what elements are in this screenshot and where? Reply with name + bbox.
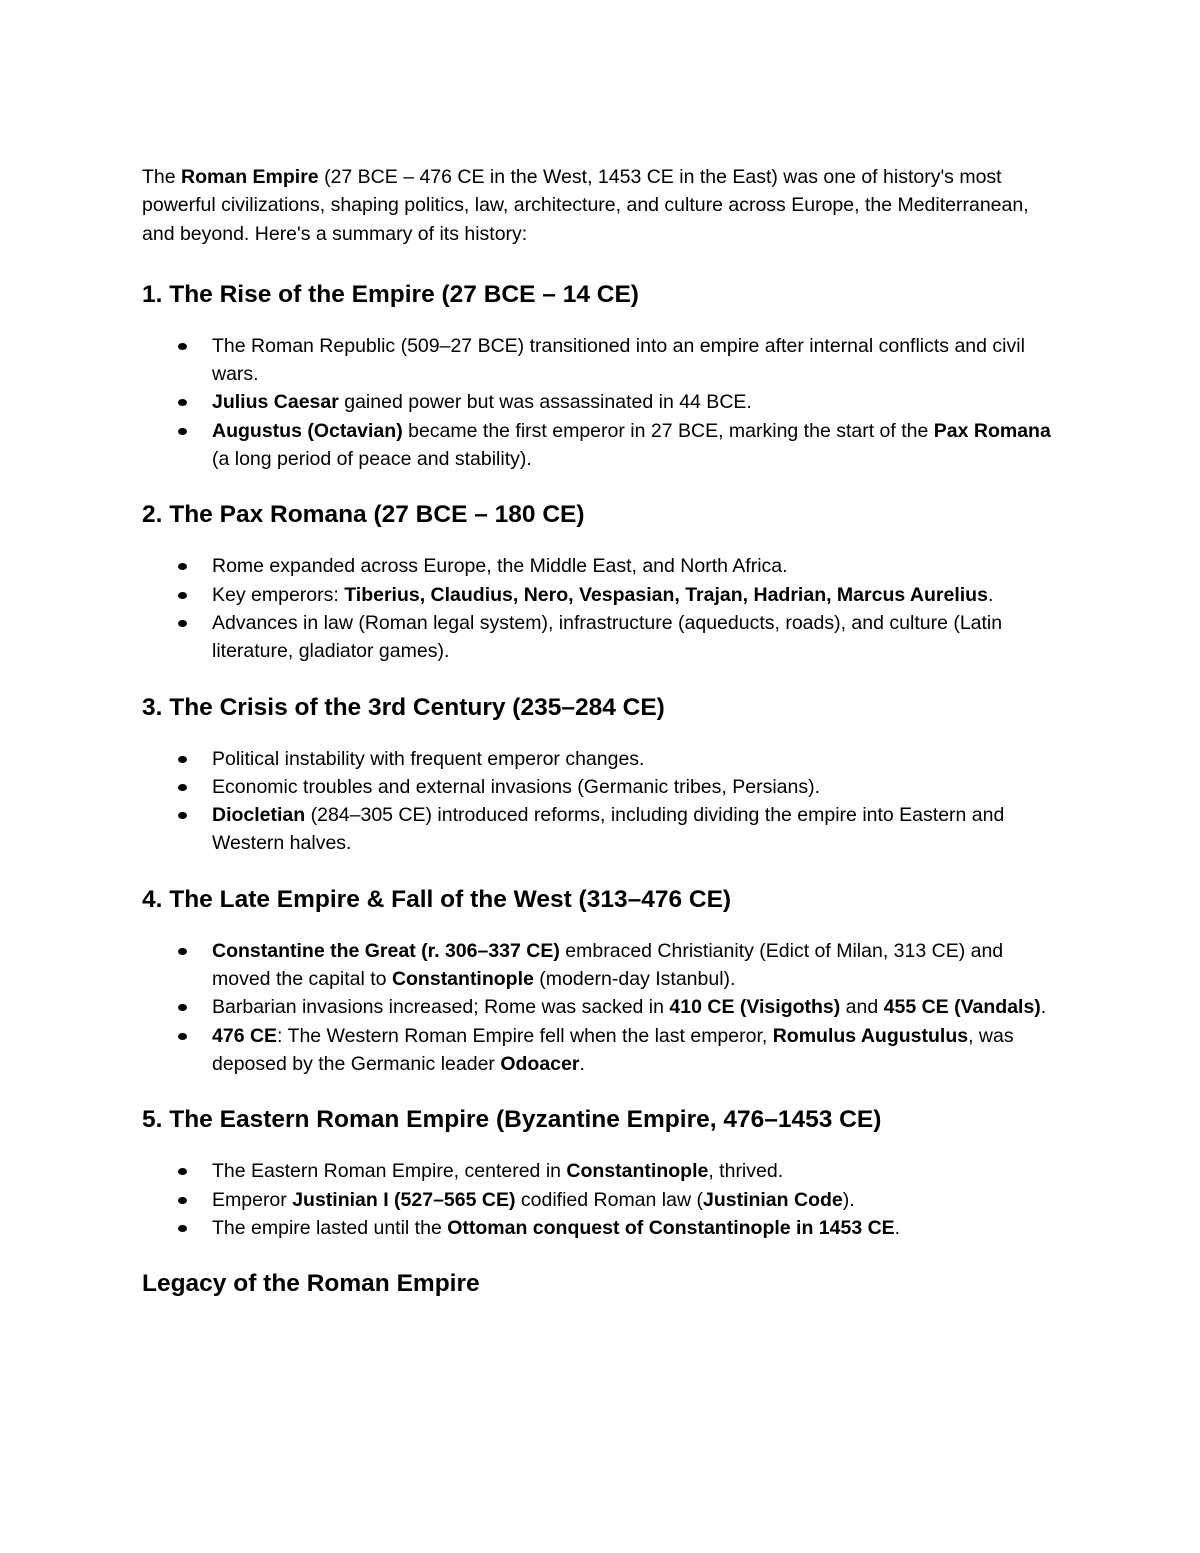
section-3-heading: 3. The Crisis of the 3rd Century (235–284 CE) (142, 693, 665, 721)
section-5-list (142, 1157, 1062, 1242)
intro-text: The (142, 166, 182, 188)
section-1-list (142, 332, 1062, 473)
list-item: Rome expanded across Europe, the Middle East, and North Africa. (142, 552, 1062, 580)
list-item: The Roman Republic (509–27 BCE) transitioned into an empire after internal conflicts and civil wars. (142, 332, 1062, 389)
list-item: Barbarian invasions increased; Rome was sacked in 410 CE (Visigoths) and 455 CE (Vandals). (142, 993, 1062, 1021)
list-item: Diocletian (284–305 CE) introduced reforms, including dividing the empire into Eastern and Western halves. (142, 801, 1062, 858)
list-item: Augustus (Octavian) became the first emperor in 27 BCE, marking the start of the Pax Romana (a long period of peace and stability). (142, 417, 1062, 474)
list-item: Constantine the Great (r. 306–337 CE) embraced Christianity (Edict of Milan, 313 CE) and moved the capital to Constantinople (modern-day Istanbul). (142, 937, 1062, 994)
section-2-list (142, 552, 1062, 665)
list-item: The Eastern Roman Empire, centered in Constantinople, thrived. (142, 1157, 1062, 1185)
legacy-heading: Legacy of the Roman Empire (142, 1270, 480, 1298)
list-item: The empire lasted until the Ottoman conquest of Constantinople in 1453 CE. (142, 1214, 1062, 1242)
section-4-list (142, 937, 1062, 1078)
list-item: Julius Caesar gained power but was assassinated in 44 BCE. (142, 388, 1062, 416)
document-page (142, 163, 1062, 1300)
list-item: Political instability with frequent emperor changes. (142, 745, 1062, 773)
list-item: Emperor Justinian I (527–565 CE) codified Roman law (Justinian Code). (142, 1186, 1062, 1214)
section-2-heading: 2. The Pax Romana (27 BCE – 180 CE) (142, 501, 585, 529)
section-3-list (142, 745, 1062, 858)
section-1-heading: 1. The Rise of the Empire (27 BCE – 14 CE) (142, 280, 639, 308)
list-item: 476 CE: The Western Roman Empire fell when the last emperor, Romulus Augustulus, was deposed by the Germanic leader Odoacer. (142, 1022, 1062, 1079)
section-4-heading: 4. The Late Empire & Fall of the West (313–476 CE) (142, 885, 732, 913)
intro-paragraph (142, 163, 1062, 248)
list-item: Key emperors: Tiberius, Claudius, Nero, Vespasian, Trajan, Hadrian, Marcus Aurelius. (142, 581, 1062, 609)
intro-text: (27 BCE – 476 CE in the West, 1453 CE in the East) was one of history's most powerful civilizations, shaping politics, law, architecture, and culture across Europe, the Mediterranean, and beyond. Here's a summary of its history: (142, 166, 1029, 245)
intro-bold-roman-empire: Roman Empire (181, 166, 319, 188)
section-5-heading: 5. The Eastern Roman Empire (Byzantine Empire, 476–1453 CE) (142, 1106, 882, 1134)
list-item: Advances in law (Roman legal system), infrastructure (aqueducts, roads), and culture (Latin literature, gladiator games). (142, 609, 1062, 666)
list-item: Economic troubles and external invasions (Germanic tribes, Persians). (142, 773, 1062, 801)
